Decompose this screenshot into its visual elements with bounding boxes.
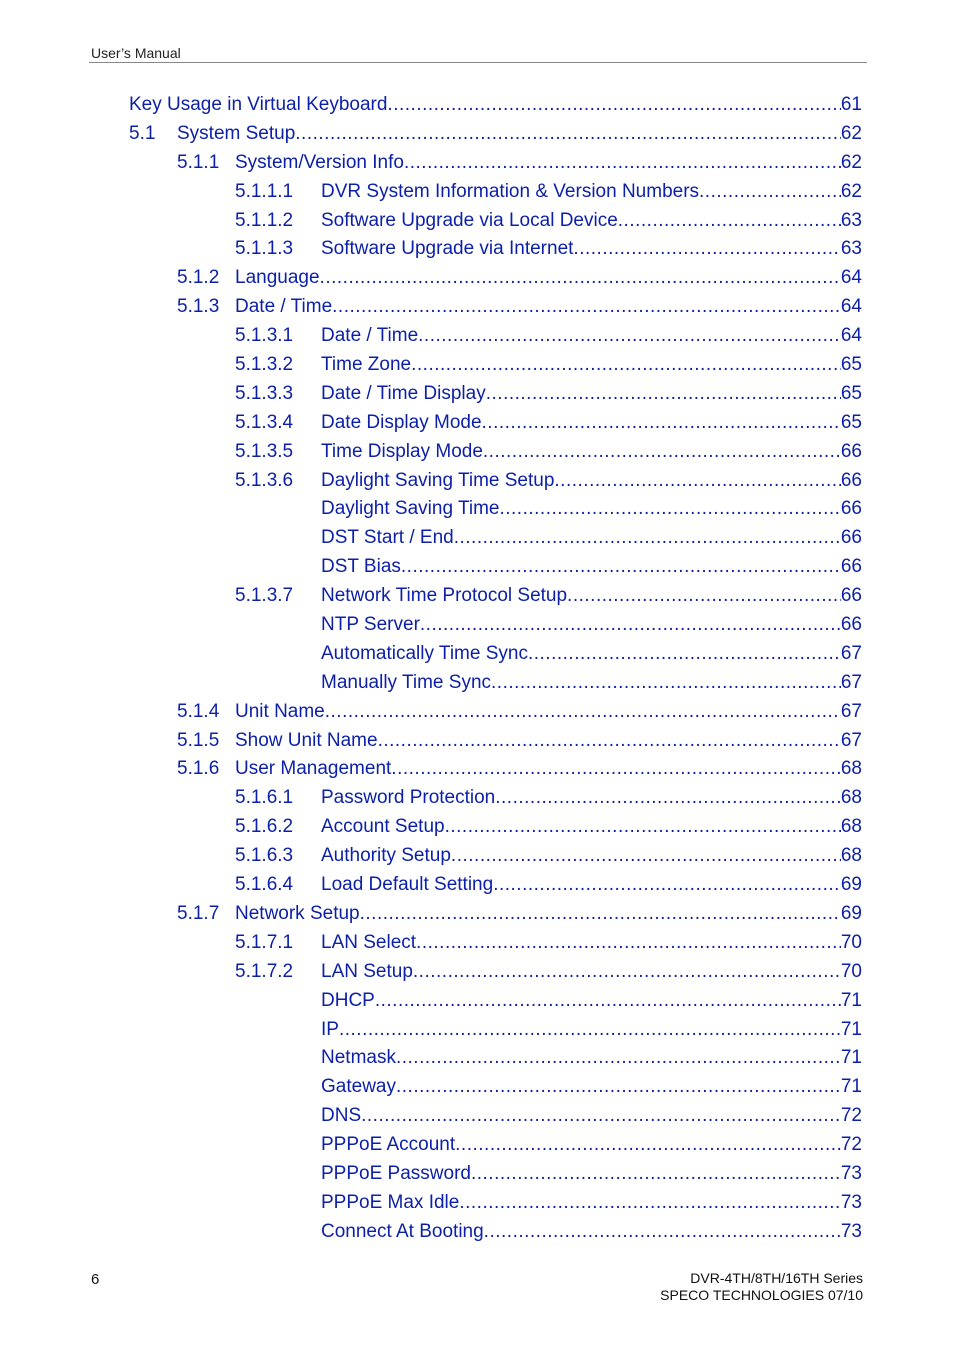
toc-title-link[interactable]: Load Default Setting [321, 874, 494, 896]
toc-entry[interactable] [0, 1102, 954, 1131]
toc-page-number[interactable]: 66 [840, 614, 862, 636]
toc-section-number: 5.1.2 [177, 267, 220, 289]
toc-dot-leader [499, 495, 840, 524]
toc-dot-leader [332, 293, 841, 322]
toc-dot-leader [416, 929, 841, 958]
toc-entry[interactable] [0, 900, 954, 929]
toc-section-number: 5.1.5 [177, 729, 220, 751]
toc-dot-leader [295, 120, 841, 149]
toc-page-number[interactable]: 71 [840, 1047, 862, 1069]
toc-dot-leader [396, 1044, 841, 1073]
toc-entry[interactable] [0, 495, 954, 524]
toc-dot-leader [401, 553, 841, 582]
toc-title-link[interactable]: Software Upgrade via Internet [321, 238, 574, 260]
company-date: SPECO TECHNOLOGIES 07/10 [660, 1287, 863, 1303]
toc-page-number[interactable]: 65 [840, 382, 862, 404]
toc-dot-leader [378, 727, 841, 756]
toc-entry[interactable] [0, 409, 954, 438]
toc-title-link[interactable]: PPPoE Max Idle [321, 1191, 460, 1213]
toc-title-link[interactable]: Key Usage in Virtual Keyboard [129, 94, 388, 115]
toc-title-link[interactable]: PPPoE Password [321, 1162, 471, 1184]
toc-dot-leader [528, 640, 841, 669]
toc-entry[interactable] [0, 264, 954, 293]
toc-entry[interactable] [0, 1160, 954, 1189]
toc-entry[interactable] [0, 1073, 954, 1102]
toc-entry[interactable] [0, 929, 954, 958]
toc-section-number: 5.1.3 [177, 296, 220, 318]
toc-entry[interactable] [0, 524, 954, 553]
toc-page-number[interactable]: 64 [840, 267, 862, 289]
toc-dot-leader [567, 582, 841, 611]
toc-entry[interactable] [0, 91, 954, 120]
toc-entry[interactable] [0, 958, 954, 987]
toc-dot-leader [413, 958, 841, 987]
toc-page-number[interactable]: 72 [840, 1134, 862, 1156]
toc-dot-leader [391, 755, 841, 784]
toc-section-number: 5.1.3.4 [235, 411, 294, 433]
toc-entry[interactable] [0, 727, 954, 756]
toc-dot-leader [411, 351, 841, 380]
toc-entry[interactable] [0, 467, 954, 496]
toc-title-link[interactable]: Time Zone [321, 354, 412, 376]
toc-title-link[interactable]: DST Start / End [321, 527, 454, 549]
toc-page-number[interactable]: 71 [840, 1076, 862, 1098]
toc-section-number: 5.1.1.2 [235, 209, 294, 231]
toc-entry[interactable] [0, 207, 954, 236]
toc-entry[interactable] [0, 582, 954, 611]
toc-title-link[interactable]: LAN Select [321, 931, 417, 953]
toc-entry[interactable] [0, 235, 954, 264]
toc-title-link[interactable]: Automatically Time Sync [321, 642, 528, 664]
toc-section-number: 5.1.6 [177, 758, 220, 780]
toc-entry[interactable] [0, 293, 954, 322]
toc-dot-leader [491, 669, 841, 698]
toc-page-number[interactable]: 66 [840, 556, 862, 578]
toc-entry[interactable] [0, 438, 954, 467]
toc-section-number: 5.1.4 [177, 700, 220, 722]
toc-dot-leader [459, 1189, 841, 1218]
toc-dot-leader [360, 900, 841, 929]
toc-section-number: 5.1.6.2 [235, 816, 294, 838]
toc-entry[interactable] [0, 351, 954, 380]
toc-page-number[interactable]: 68 [840, 758, 862, 780]
toc-title-link[interactable]: Time Display Mode [321, 440, 483, 462]
toc-title-link[interactable]: IP [321, 1018, 339, 1040]
toc-entry[interactable] [0, 1189, 954, 1218]
toc-title-link[interactable]: Gateway [321, 1076, 396, 1098]
toc-title-link[interactable]: Show Unit Name [235, 729, 378, 751]
toc-dot-leader [573, 235, 840, 264]
toc-section-number: 5.1.3.5 [235, 440, 294, 462]
toc-dot-leader [451, 842, 841, 871]
toc-page-number[interactable]: 67 [840, 700, 862, 722]
toc-page-number[interactable]: 63 [840, 238, 862, 260]
toc-page-number[interactable]: 69 [840, 902, 862, 924]
toc-dot-leader [445, 813, 841, 842]
toc-page-number[interactable]: 66 [840, 585, 862, 607]
toc-page-number[interactable]: 65 [840, 354, 862, 376]
toc-page-number[interactable]: 66 [840, 527, 862, 549]
toc-title-link[interactable]: User Management [235, 758, 392, 780]
toc-section-number: 5.1.7 [177, 902, 220, 924]
toc-page-number[interactable]: 73 [840, 1191, 862, 1213]
toc-title-link[interactable]: Network Setup [235, 902, 360, 924]
toc-title-link[interactable]: Manually Time Sync [321, 671, 492, 693]
toc-dot-leader [483, 438, 841, 467]
toc-section-number: 5.1.1.3 [235, 238, 294, 260]
toc-section-number: 5.1.6.3 [235, 845, 294, 867]
toc-page-number[interactable]: 63 [840, 209, 862, 231]
toc-section-number: 5.1.3.1 [235, 325, 294, 347]
toc-title-link[interactable]: Daylight Saving Time [321, 498, 500, 520]
toc-page-number[interactable]: 71 [840, 989, 862, 1011]
toc-page-number[interactable]: 73 [840, 1162, 862, 1184]
toc-dot-leader [455, 1131, 841, 1160]
toc-title-link[interactable]: System Setup [177, 122, 296, 144]
toc-entry[interactable] [0, 813, 954, 842]
toc-section-number: 5.1.1.1 [235, 180, 294, 202]
toc-entry[interactable] [0, 987, 954, 1016]
toc-title-link[interactable]: Language [235, 267, 320, 289]
toc-title-link[interactable]: LAN Setup [321, 960, 413, 982]
page-number: 6 [91, 1271, 100, 1288]
toc-page-number[interactable]: 69 [840, 874, 862, 896]
toc-entry[interactable] [0, 178, 954, 207]
toc-section-number: 5.1.7.2 [235, 960, 294, 982]
toc-dot-leader [618, 207, 841, 236]
toc-section-number: 5.1.3.3 [235, 382, 294, 404]
toc-dot-leader [486, 380, 841, 409]
toc-page-number[interactable]: 67 [840, 642, 862, 664]
toc-entry[interactable] [0, 755, 954, 784]
toc-entry[interactable] [0, 842, 954, 871]
toc-title-link[interactable]: Connect At Booting [321, 1220, 484, 1242]
toc-page-number[interactable]: 70 [840, 960, 862, 982]
toc-page-number[interactable]: 68 [840, 787, 862, 809]
toc-title-link[interactable]: DHCP [321, 989, 375, 1011]
toc-page-number[interactable]: 66 [840, 469, 862, 491]
toc-title-link[interactable]: Unit Name [235, 700, 325, 722]
toc-section-number: 5.1.7.1 [235, 931, 294, 953]
toc-title-link[interactable]: DST Bias [321, 556, 401, 578]
toc-entry[interactable] [0, 120, 954, 149]
toc-dot-leader [361, 1102, 841, 1131]
toc-page-number[interactable]: 72 [840, 1105, 862, 1127]
toc-entry[interactable] [0, 1044, 954, 1073]
toc-section-number: 5.1 [129, 122, 156, 144]
toc-entry[interactable] [0, 322, 954, 351]
toc-title-link[interactable]: System/Version Info [235, 151, 404, 173]
toc-dot-leader [418, 322, 841, 351]
toc-title-link[interactable]: Password Protection [321, 787, 496, 809]
toc-section-number: 5.1.3.2 [235, 354, 294, 376]
toc-dot-leader [387, 91, 840, 120]
toc-page-number[interactable]: 61 [840, 94, 862, 115]
toc-dot-leader [404, 149, 841, 178]
toc-page-number[interactable]: 67 [840, 671, 862, 693]
toc-page-number[interactable]: 71 [840, 1018, 862, 1040]
toc-page-number[interactable]: 66 [840, 440, 862, 462]
toc-entry[interactable] [0, 380, 954, 409]
toc-page-number[interactable]: 66 [840, 498, 862, 520]
toc-page-number[interactable]: 68 [840, 845, 862, 867]
toc-dot-leader [420, 611, 841, 640]
toc-dot-leader [396, 1073, 841, 1102]
toc-section-number: 5.1.3.6 [235, 469, 294, 491]
toc-section-number: 5.1.3.7 [235, 585, 294, 607]
toc-entry[interactable] [0, 553, 954, 582]
toc-dot-leader [454, 524, 841, 553]
toc-title-link[interactable]: Network Time Protocol Setup [321, 585, 568, 607]
toc-page-number[interactable]: 67 [840, 729, 862, 751]
toc-title-link[interactable]: NTP Server [321, 614, 420, 636]
toc-title-link[interactable]: Account Setup [321, 816, 445, 838]
toc-dot-leader [495, 784, 841, 813]
toc-title-link[interactable]: Date Display Mode [321, 411, 482, 433]
toc-page-number[interactable]: 70 [840, 931, 862, 953]
toc-title-link[interactable]: DNS [321, 1105, 362, 1127]
toc-dot-leader [482, 409, 841, 438]
manual-title: User’s Manual [91, 45, 181, 61]
toc-entry[interactable] [0, 640, 954, 669]
toc-page-number[interactable]: 73 [840, 1220, 862, 1242]
toc-dot-leader [320, 264, 841, 293]
toc-entry[interactable] [0, 784, 954, 813]
toc-dot-leader [699, 178, 841, 207]
toc-page-number[interactable]: 64 [840, 325, 862, 347]
toc-title-link[interactable]: Date / Time [321, 325, 419, 347]
toc-dot-leader [554, 467, 840, 496]
toc-title-link[interactable]: DVR System Information & Version Numbers [321, 180, 700, 202]
toc-page-number[interactable]: 62 [840, 151, 862, 173]
toc-page-number[interactable]: 65 [840, 411, 862, 433]
toc-entry[interactable] [0, 1131, 954, 1160]
header-divider [89, 62, 867, 63]
toc-dot-leader [339, 1016, 841, 1045]
toc-dot-leader [493, 871, 841, 900]
toc-dot-leader [471, 1160, 841, 1189]
toc-entry[interactable] [0, 669, 954, 698]
toc-entry[interactable] [0, 1016, 954, 1045]
toc-title-link[interactable]: Authority Setup [321, 845, 451, 867]
product-series: DVR-4TH/8TH/16TH Series [690, 1270, 863, 1286]
toc-page-number[interactable]: 68 [840, 816, 862, 838]
table-of-contents [0, 91, 954, 1247]
toc-page-number[interactable]: 64 [840, 296, 862, 318]
toc-entry[interactable] [0, 149, 954, 178]
toc-section-number: 5.1.6.1 [235, 787, 294, 809]
toc-title-link[interactable]: Date / Time Display [321, 382, 486, 404]
toc-entry[interactable] [0, 871, 954, 900]
toc-title-link[interactable]: Daylight Saving Time Setup [321, 469, 555, 491]
toc-entry[interactable] [0, 698, 954, 727]
toc-dot-leader [484, 1218, 841, 1247]
toc-page-number[interactable]: 62 [840, 122, 862, 144]
toc-dot-leader [325, 698, 841, 727]
toc-title-link[interactable]: PPPoE Account [321, 1134, 456, 1156]
toc-title-link[interactable]: Netmask [321, 1047, 396, 1069]
toc-entry[interactable] [0, 1218, 954, 1247]
toc-title-link[interactable]: Software Upgrade via Local Device [321, 209, 618, 231]
toc-page-number[interactable]: 62 [840, 180, 862, 202]
footer-info [660, 1270, 863, 1304]
toc-dot-leader [375, 987, 841, 1016]
toc-title-link[interactable]: Date / Time [235, 296, 333, 318]
toc-entry[interactable] [0, 611, 954, 640]
toc-section-number: 5.1.1 [177, 151, 220, 173]
toc-section-number: 5.1.6.4 [235, 874, 294, 896]
